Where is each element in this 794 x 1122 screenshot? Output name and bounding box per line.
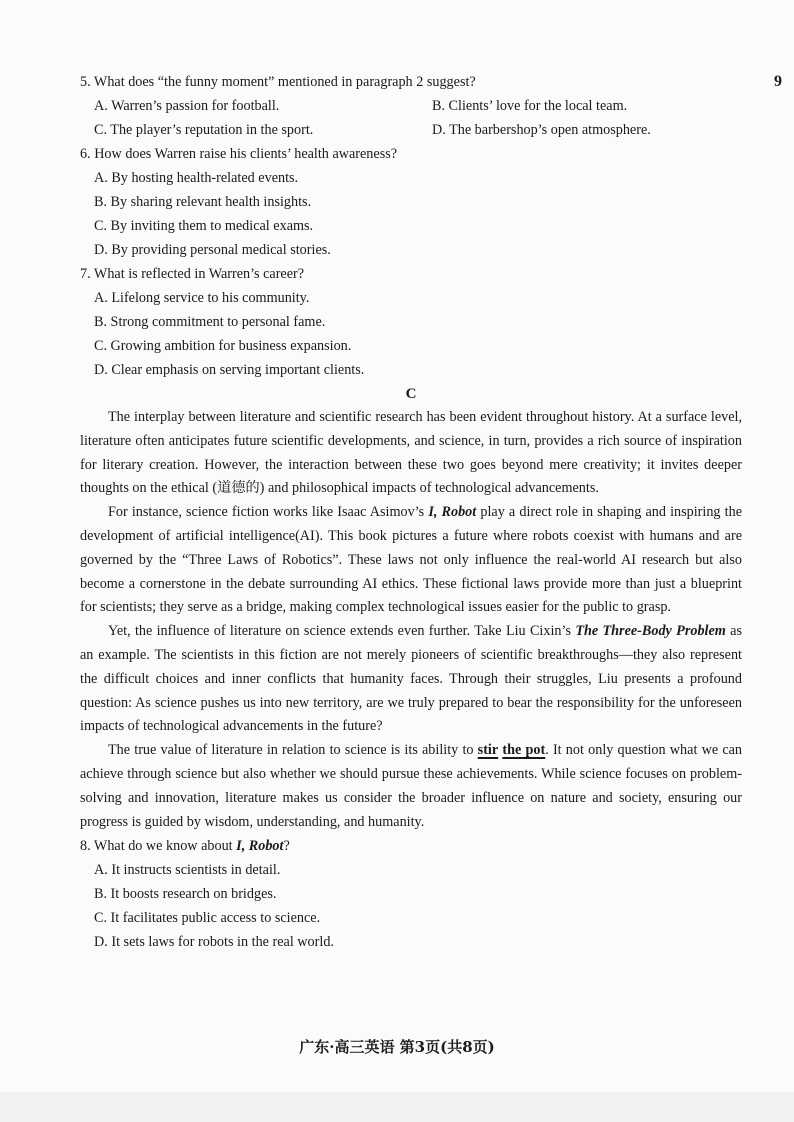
page-number: 9 — [774, 73, 782, 90]
book-title-three-body: The Three-Body Problem — [575, 623, 726, 640]
p3-text-b: as an example. The scientists in this fiction are not merely pioneers of scientific breakthroughs—they also represent the difficult choices and inner conflicts that humanity faces. Through their struggles, Liu presents a profound question: As science pushes us into new territory, are we truly prepared to bear the responsibility for the unforeseen impacts of technological advancements in the future? — [80, 623, 742, 735]
option-5d: D. The barbershop’s open atmosphere. — [432, 122, 651, 138]
underlined-stir: stir — [477, 742, 499, 759]
option-7c: C. Growing ambition for business expansion. — [94, 338, 352, 354]
p4-text-b: . It not only question what we can achieve through science but also whether we should pursue these achievements. While science focuses on problem-solving and innovation, literature makes us consider the broader influence on nature and society, ensuring our progress is guided by wisdom, understanding, and humanity. — [80, 742, 743, 830]
question-5-stem: 5. What does “the funny moment” mentioned in paragraph 2 suggest? — [80, 74, 476, 90]
section-label: C — [405, 386, 417, 402]
scan-margin — [0, 1092, 794, 1122]
passage-paragraph-2 — [80, 501, 742, 620]
question-7-stem: 7. What is reflected in Warren’s career? — [80, 266, 305, 282]
q8-suffix: ? — [283, 838, 290, 855]
option-8a: A. It instructs scientists in detail. — [94, 862, 281, 879]
q8-prefix: 8. What do we know about — [80, 838, 237, 855]
p2-text-a: For instance, science fiction works like Isaac Asimov’s — [108, 504, 429, 521]
option-6a: A. By hosting health-related events. — [94, 170, 299, 186]
option-7d: D. Clear emphasis on serving important clients. — [94, 362, 365, 378]
option-6c: C. By inviting them to medical exams. — [94, 218, 314, 234]
p3-text-a: Yet, the influence of literature on science extends even further. Take Liu Cixin’s — [108, 623, 576, 640]
question-6-stem: 6. How does Warren raise his clients’ health awareness? — [80, 146, 398, 162]
passage-paragraph-4 — [80, 739, 742, 834]
p2-text-b: play a direct role in shaping and inspiring the development of artificial intelligence(AI). This book pictures a future where robots coexist with humans and are governed by the “Three Laws of Robotics”. These laws not only influence the real-world AI research but also become a cornerstone in the debate surrounding AI ethics. These fictional laws provide more than just a blueprint for scientists; they serve as a bridge, making complex technological issues easier for the public to grasp. — [80, 504, 742, 616]
option-8b: B. It boosts research on bridges. — [94, 886, 277, 903]
q8-book-title: I, Robot — [236, 838, 284, 855]
option-6d: D. By providing personal medical stories. — [94, 242, 331, 258]
exam-content — [80, 70, 742, 954]
book-title-i-robot: I, Robot — [428, 504, 477, 521]
option-8d: D. It sets laws for robots in the real world. — [94, 934, 334, 951]
option-7b: B. Strong commitment to personal fame. — [94, 314, 326, 330]
question-8-stem — [80, 834, 742, 858]
option-5a: A. Warren’s passion for football. — [94, 98, 280, 114]
option-8c: C. It facilitates public access to science. — [94, 910, 321, 927]
passage-paragraph-1: The interplay between literature and scientific research has been evident throughout history. At a surface level, literature often anticipates future scientific developments, and science, in turn, provides a rich source of inspiration for literary creation. However, the interaction between these two goes beyond mere creativity; it invites deeper thoughts on the ethical (道德的) and philosophical impacts of technological advancements. — [80, 409, 742, 497]
passage — [80, 406, 742, 834]
option-7a: A. Lifelong service to his community. — [94, 290, 310, 306]
option-5b: B. Clients’ love for the local team. — [432, 98, 628, 114]
passage-paragraph-3 — [80, 620, 742, 739]
question-5-options-row-2 — [80, 118, 742, 142]
option-5c: C. The player’s reputation in the sport. — [94, 122, 314, 138]
p4-text-a: The true value of literature in relation to science is its ability to — [108, 742, 478, 759]
underlined-the-pot: the pot — [502, 742, 546, 759]
page-footer: 广东·高三英语 第3页(共8页) — [299, 1038, 495, 1056]
question-5-options-row-1 — [80, 94, 742, 118]
option-6b: B. By sharing relevant health insights. — [94, 194, 312, 210]
